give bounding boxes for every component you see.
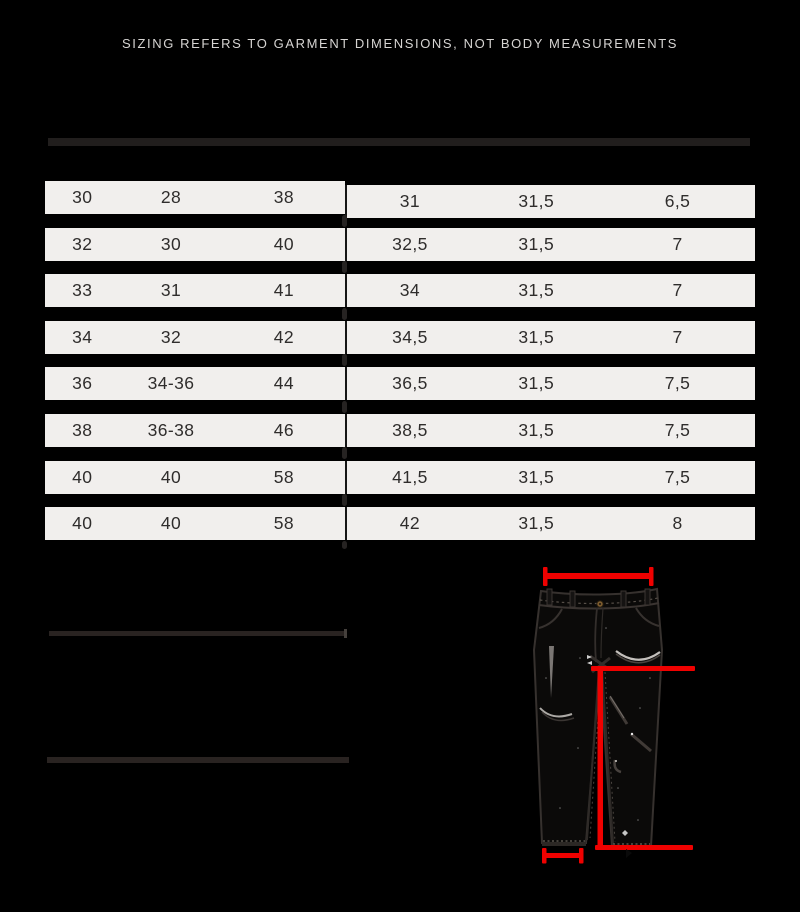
table-cell: 32 xyxy=(160,326,182,347)
table-cell: 6,5 xyxy=(664,191,691,211)
waist-measure-line xyxy=(543,573,654,579)
hem-measure-line xyxy=(595,845,693,850)
waist-measure-cap-right xyxy=(649,567,654,586)
divider-dot xyxy=(342,541,347,549)
belt-loop xyxy=(570,591,575,607)
table-header-bar xyxy=(48,138,750,146)
table-row xyxy=(45,507,755,540)
table-cell: 40 xyxy=(160,466,182,487)
table-cell: 7 xyxy=(672,280,683,301)
table-cell: 38 xyxy=(273,187,295,207)
table-cell: 40 xyxy=(160,513,182,534)
table-row xyxy=(45,461,755,494)
table-cell: 31,5 xyxy=(518,419,555,440)
table-cell: 31,5 xyxy=(518,373,555,394)
table-cell: 34,5 xyxy=(392,326,428,347)
dark-arrow-mark xyxy=(626,849,632,858)
table-cell: 40 xyxy=(72,513,93,534)
table-cell: 31,5 xyxy=(518,466,555,487)
leg-opening-measure-line xyxy=(543,853,583,858)
divider-dot xyxy=(342,447,347,459)
table-row xyxy=(45,367,755,400)
table-row xyxy=(45,321,755,354)
table-cell: 36 xyxy=(72,373,93,394)
divider-dot xyxy=(342,261,347,273)
table-cell: 7 xyxy=(672,233,683,254)
table-cell: 31,5 xyxy=(518,326,555,347)
table-row xyxy=(45,414,755,447)
sizing-note: SIZING REFERS TO GARMENT DIMENSIONS, NOT BODY MEASUREMENTS xyxy=(121,36,679,51)
table-cell: 32,5 xyxy=(392,233,428,254)
table-cell: 31,5 xyxy=(518,191,555,211)
jeans-button-center xyxy=(599,603,601,605)
table-cell: 58 xyxy=(273,466,295,487)
table-cell: 31 xyxy=(399,191,421,211)
table-cell: 38 xyxy=(72,419,93,440)
table-row xyxy=(45,274,755,307)
leg-opening-cap-right xyxy=(579,848,584,864)
hip-measure-line xyxy=(591,666,695,671)
table-cell: 42 xyxy=(273,326,295,347)
underline-bar-2 xyxy=(47,757,349,763)
table-cell: 42 xyxy=(399,513,421,534)
table-cell: 36,5 xyxy=(392,373,428,394)
table-cell: 30 xyxy=(160,233,182,254)
table-cell: 38,5 xyxy=(392,419,428,440)
table-cell: 34 xyxy=(72,326,93,347)
table-cell: 41 xyxy=(273,280,295,301)
table-cell: 28 xyxy=(160,187,182,207)
underline-bar-1 xyxy=(49,631,345,636)
table-cell: 7,5 xyxy=(664,373,691,394)
table-cell: 58 xyxy=(273,513,295,534)
underline-bar-1-tick xyxy=(344,629,347,638)
belt-loop xyxy=(621,591,626,607)
table-cell: 31 xyxy=(160,280,182,301)
table-cell: 34-36 xyxy=(147,373,195,394)
table-cell: 7,5 xyxy=(664,466,691,487)
table-cell: 33 xyxy=(72,280,93,301)
inseam-measure-line xyxy=(598,666,604,848)
table-cell: 31,5 xyxy=(518,280,555,301)
divider-dot xyxy=(342,354,347,366)
belt-loop xyxy=(547,589,552,605)
table-cell: 31,5 xyxy=(518,513,555,534)
table-row xyxy=(45,181,755,214)
table-cell: 41,5 xyxy=(392,466,428,487)
table-cell: 40 xyxy=(273,233,295,254)
table-cell: 40 xyxy=(72,466,93,487)
belt-loop xyxy=(645,589,650,605)
table-cell: 7,5 xyxy=(664,419,691,440)
leg-opening-cap-left xyxy=(542,848,547,864)
pants-measurement-diagram xyxy=(520,558,720,878)
whisker-glint xyxy=(615,760,617,762)
table-cell: 46 xyxy=(273,419,295,440)
table-cell: 7 xyxy=(672,326,683,347)
whisker-glint xyxy=(631,733,633,735)
divider-dot xyxy=(342,308,347,320)
divider-dot xyxy=(342,494,347,506)
divider-dot xyxy=(342,215,347,227)
waist-measure-cap-left xyxy=(543,567,548,586)
table-cell: 31,5 xyxy=(518,233,555,254)
table-cell: 30 xyxy=(72,187,93,207)
table-cell: 36-38 xyxy=(147,419,195,440)
table-cell: 32 xyxy=(72,233,93,254)
table-cell: 34 xyxy=(399,280,421,301)
divider-dot xyxy=(342,401,347,413)
table-row xyxy=(45,228,755,261)
size-table xyxy=(45,181,755,554)
table-cell: 8 xyxy=(672,513,683,534)
table-cell: 44 xyxy=(273,373,295,394)
